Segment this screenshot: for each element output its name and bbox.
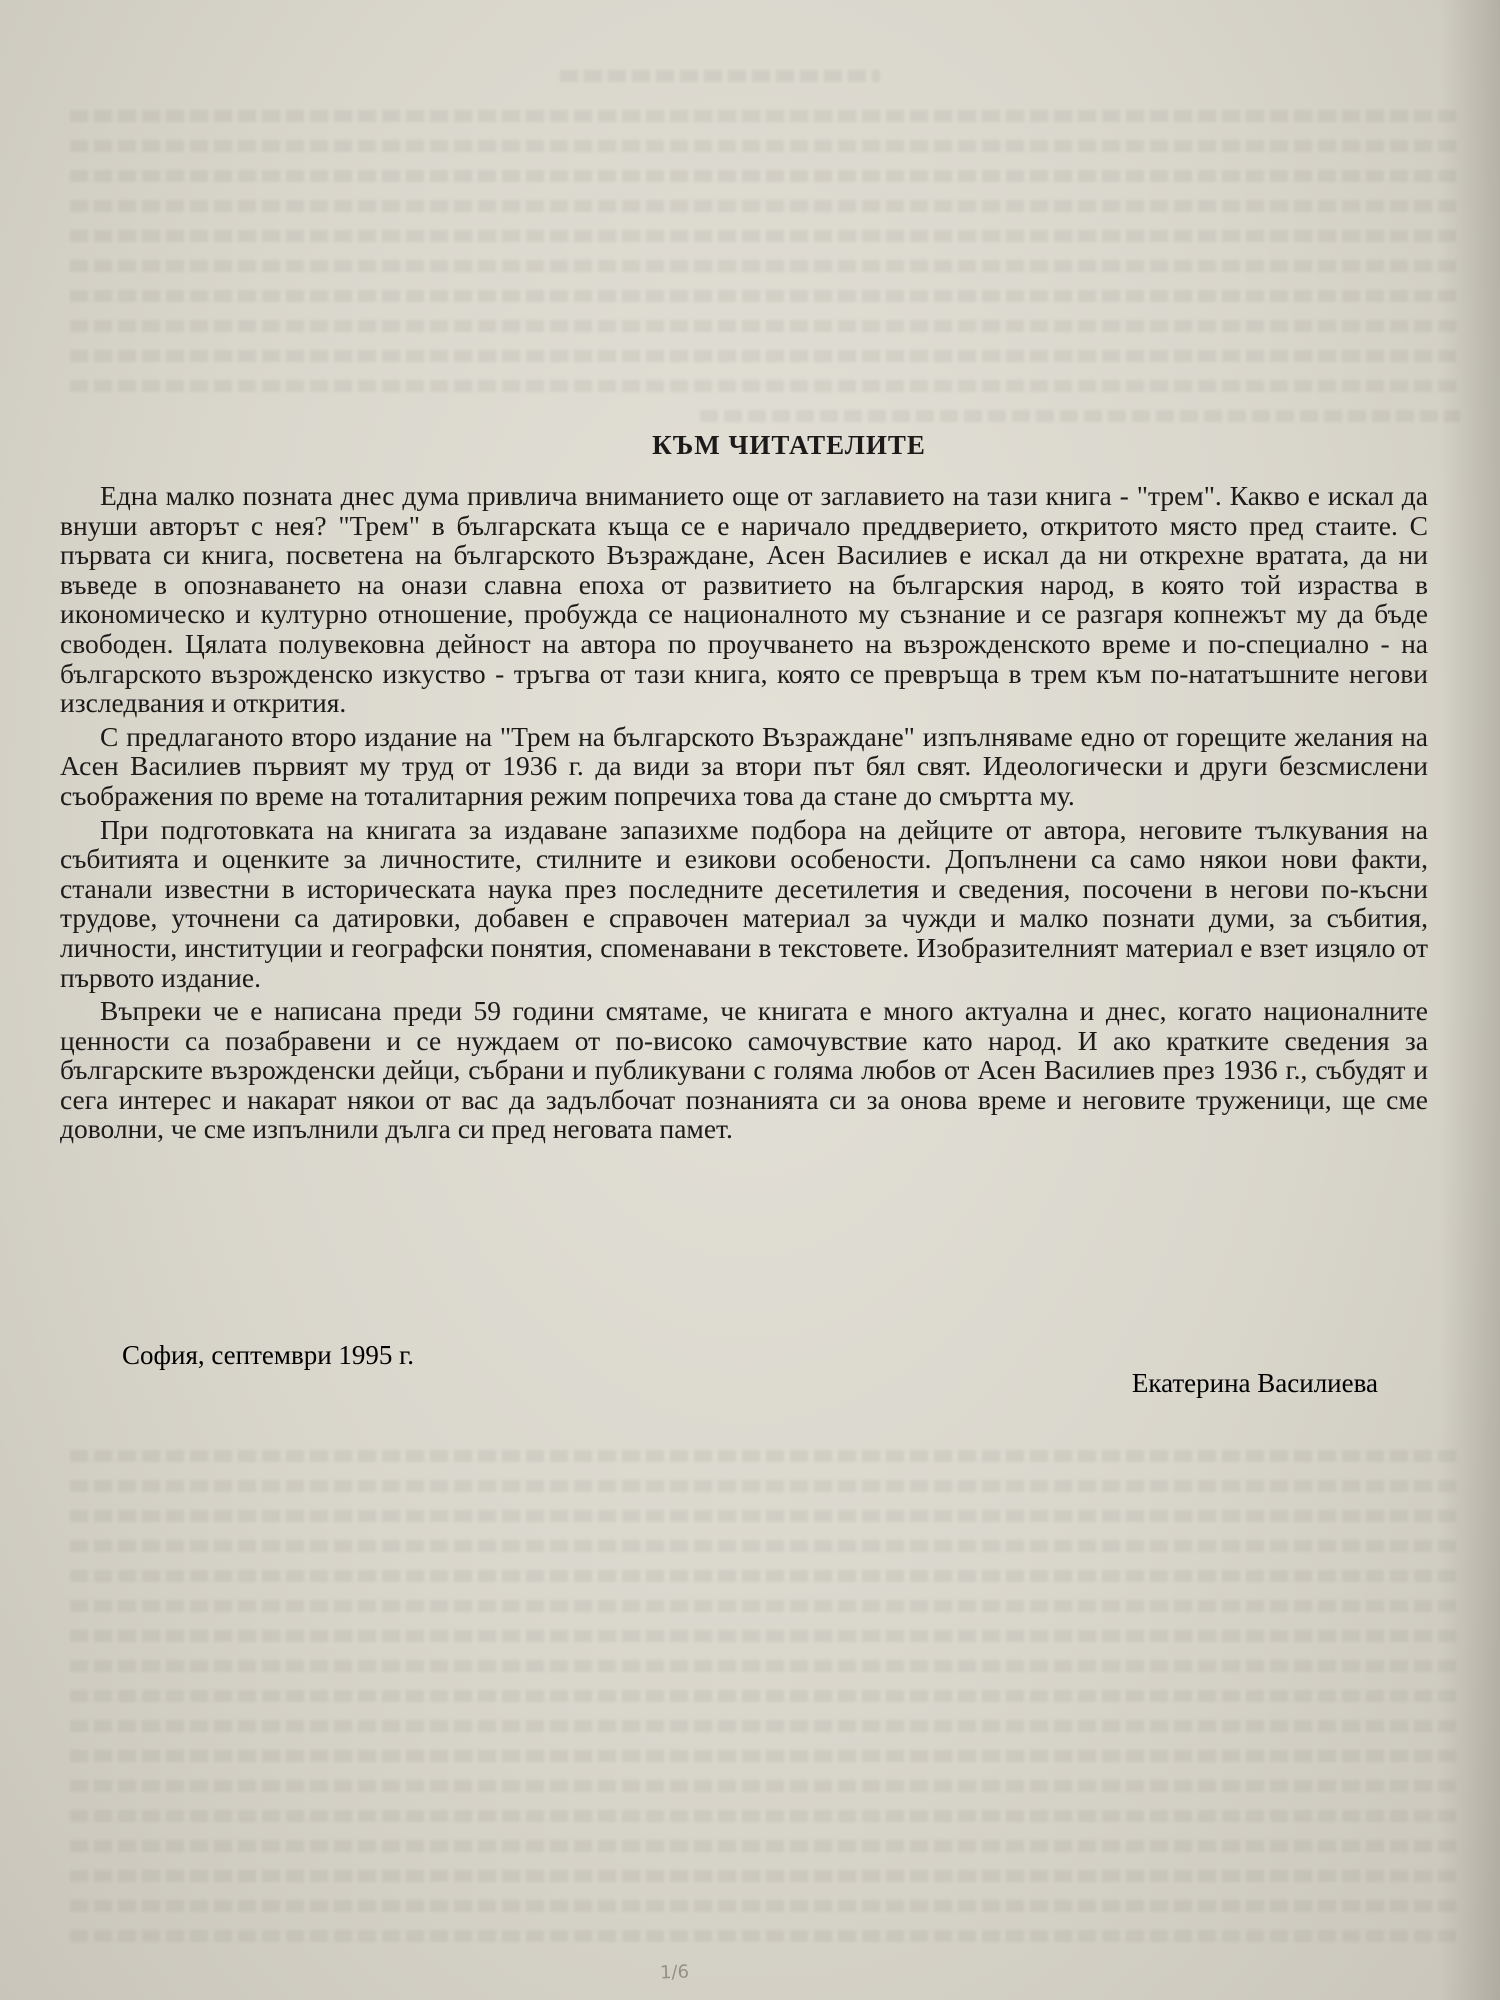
author-signature: Екатерина Василиева: [1131, 1368, 1378, 1398]
ghost-line: [70, 1930, 1460, 1942]
ghost-line: [70, 1570, 1460, 1582]
ghost-line: [70, 1900, 1460, 1912]
ghost-line: [70, 320, 1460, 332]
paragraph: С предлаганото второ издание на "Трем на българското Възраждане" изпълняваме едно от горещите желания на Асен Василиев първият му труд от 1936 г. да види за втори път бял свят. Идеологически и други безсмислени съображения по време на тоталитарния режим попречиха това да стане до смъртта му.: [60, 720, 1428, 811]
ghost-line: [70, 200, 1460, 212]
paragraph: Една малко позната днес дума привлича вниманието още от заглавието на тази книга - "трем". Какво е искал да внуши авторът с нея? "Трем" в българската къща се е наричало преддверието, откритото място пред стаите. С първата си книга, посветена на българското Възраждане, Асен Василиев е искал да ни открехне вратата, да ни въведе в опознаването на онази славна епоха от развитието на българския народ, в която той израства в икономическо и културно отношение, пробужда се националното му съзнание и се разгаря копнежът му да бъде свободен. Цялата полувековна дейност на автора по проучването на възрожденското време и по-специално - на българското възрожденско изкуство - тръгва от тази книга, която се превръща в трем към по-нататъшните негови изследвания и открития.: [60, 480, 1428, 719]
ghost-line: [70, 380, 1460, 392]
ghost-line: [70, 170, 1460, 182]
page-title: КЪМ ЧИТАТЕЛИТЕ: [652, 430, 926, 460]
ghost-line: [70, 1600, 1460, 1612]
paragraph: При подготовката на книгата за издаване запазихме подбора на дейците от автора, неговите тълкувания на събитията и оценките за личностите, стилните и езикови особености. Допълнени са само някои нови факти, станали известни в историческата наука през последните десетилетия и сведения, посочени в негови по-късни трудове, уточнени са датировки, добавен е справочен материал за чужди и малко познати думи, за събития, личности, институции и географски понятия, споменавани в текстовете. Изобразителният материал е взет изцяло от първото издание.: [60, 813, 1428, 993]
ghost-line: [70, 350, 1460, 362]
ghost-line: [70, 1750, 1460, 1762]
ghost-line: [560, 70, 880, 82]
ghost-line: [70, 230, 1460, 242]
handwritten-note: 1/6: [659, 1961, 690, 1984]
ghost-line: [70, 1540, 1460, 1552]
ghost-line: [700, 410, 1460, 422]
ghost-line: [70, 1450, 1460, 1462]
ghost-line: [70, 1690, 1460, 1702]
page-edge-shadow: [1440, 0, 1500, 2000]
ghost-line: [70, 1480, 1460, 1492]
main-text: [60, 430, 1428, 1148]
ghost-line: [70, 140, 1460, 152]
ghost-line: [70, 1810, 1460, 1822]
paragraph: Въпреки че е написана преди 59 години смятаме, че книгата е много актуална и днес, когато националните ценности са позабравени и се нуждаем от по-високо самочувствие като народ. И ако кратките сведения за българските възрожденски дейци, събрани и публикувани с голяма любов от Асен Василиев през 1936 г., събудят и сега интерес и накарат някои от вас да задълбочат познанията си за онова време и неговите труженици, ще сме доволни, че сме изпълнили дълга си пред неговата памет.: [60, 995, 1428, 1145]
ghost-line: [70, 1780, 1460, 1792]
ghost-line: [70, 1630, 1460, 1642]
closing: [60, 1340, 1428, 1440]
ghost-line: [70, 1840, 1460, 1852]
ghost-line: [70, 1720, 1460, 1732]
ghost-line: [70, 1870, 1460, 1882]
ghost-line: [70, 260, 1460, 272]
ghost-line: [70, 1510, 1460, 1522]
ghost-line: [70, 290, 1460, 302]
place-date: София, септември 1995 г.: [122, 1340, 414, 1370]
ghost-line: [70, 1660, 1460, 1672]
ghost-line: [70, 110, 1460, 122]
